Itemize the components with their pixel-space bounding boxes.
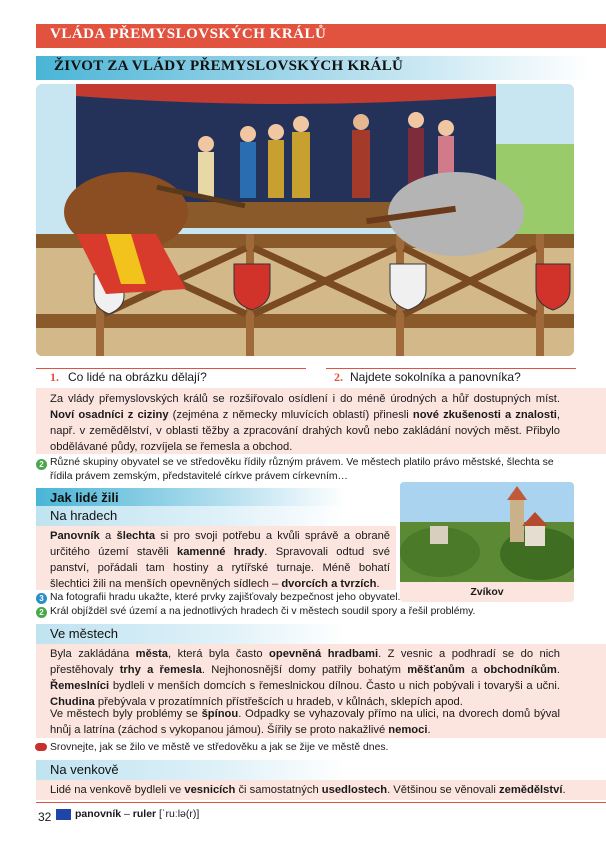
speech-lips-icon bbox=[35, 743, 47, 751]
questions-top-line bbox=[36, 368, 306, 369]
photo-caption: Zvíkov bbox=[470, 586, 504, 598]
towns-heading: Ve městech bbox=[50, 626, 118, 641]
note-king-travels: Král objíždël své území a na jednotlivých hradech či v městech soudil spory a řešil problémy. bbox=[50, 606, 476, 617]
competence-badge-icon: 3 bbox=[36, 593, 47, 604]
chapter-title: VLÁDA PŘEMYSLOVSKÝCH KRÁLŮ bbox=[50, 26, 327, 42]
questions-top-line-2 bbox=[326, 368, 576, 369]
note-law-groups: Různé skupiny obyvatel se ve středověku řídily různým právem. Ve městech platilo právo městské, šlechta se řídila právem zemským, představitelé církve právem církevním… bbox=[50, 457, 554, 482]
tournament-illustration bbox=[36, 84, 574, 356]
zvikov-castle-photo bbox=[400, 482, 574, 602]
page-number: 32 bbox=[38, 810, 52, 824]
competence-badge-icon: 2 bbox=[36, 459, 47, 470]
countryside-paragraph: Lidé na venkově bydleli ve vesnicích či samostatných usedlostech. Většinou se věnovali zemědělství. bbox=[50, 784, 566, 796]
eu-flag-icon bbox=[56, 809, 71, 820]
vocabulary-gloss: panovník – ruler [ˈruːlə(r)] bbox=[75, 808, 200, 820]
question-2-number: 2. bbox=[334, 370, 343, 384]
footer-line bbox=[36, 802, 606, 803]
intro-paragraph: Za vlády přemyslovských králů se rozšiřovalo osídlení i do méně úrodných a hůř dostupných míst. Noví osadníci z ciziny (zejména z německy mluvících oblastí) přinesli nové zkušenosti a znalosti, např. v zemědělství, v oblasti těžby a zpracování drahých kovů nebo zakládání nových měst. Přibylo obdělávané půdy, rozvíjela se řemesla a obchod. bbox=[50, 393, 561, 453]
section-title: ŽIVOT ZA VLÁDY PŘEMYSLOVSKÝCH KRÁLŮ bbox=[54, 58, 404, 74]
castles-heading: Na hradech bbox=[50, 508, 118, 523]
competence-badge-icon: 2 bbox=[36, 607, 47, 618]
question-1-text: Co lidé na obrázku dělají? bbox=[68, 370, 207, 384]
question-2-text: Najdete sokolníka a panovníka? bbox=[350, 370, 521, 384]
castles-paragraph: Panovník a šlechta si pro svoji potřebu a kvůli správě a obraně určitého území stavěli kamenné hrady. Spravovali odtud své panství, pořádali tam hostiny a rytířské turnaje. Méně bohatí šlechtici žili na menších opevněných sídlech – dvorcích a tvrzích. bbox=[50, 530, 391, 590]
towns-paragraph-2: Ve městech byly problémy se špínou. Odpadky se vyhazovaly přímo na ulici, na dvorech domů býval hnůj a latrína (záchod s vykopanou jámou). Šířily se proto nakažlivé nemoci. bbox=[50, 708, 560, 736]
note-compare-towns: Srovnejte, jak se žilo ve městě ve středověku a jak se žije ve městě dnes. bbox=[50, 742, 389, 753]
towns-paragraph-1: Byla zakládána města, která byla často opevněná hradbami. Z vesnic a podhradí se do nich přestěhovaly trhy a řemesla. Nejhonosnější domy patřily bohatým měšťanům a obchodníkům. Řemeslníci bydleli v menších domcích s řemeslnickou dílnou. Často u nich pobývali i tovaryši a učni. Chudina přebývala v prozatímních přístřešcích u hradeb, v kůlnách, sklepích apod. bbox=[50, 648, 561, 708]
countryside-heading: Na venkově bbox=[50, 762, 119, 777]
question-1-number: 1. bbox=[50, 370, 59, 384]
note-castle-photo: Na fotografii hradu ukažte, které prvky zajišťovaly bezpečnost jeho obyvatel. bbox=[50, 592, 401, 603]
subsection-title: Jak lidé žili bbox=[50, 490, 119, 505]
